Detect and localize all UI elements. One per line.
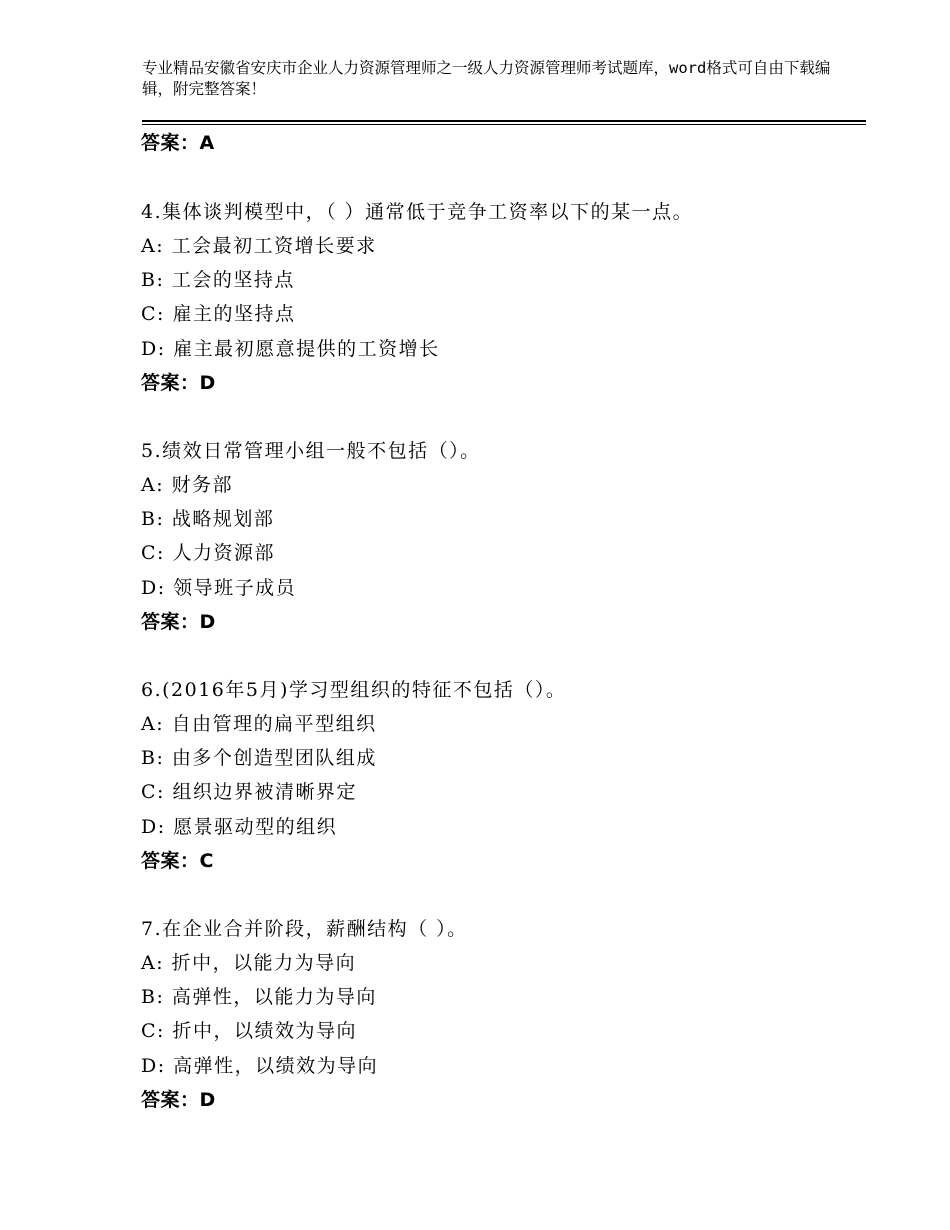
question-stem: 5.绩效日常管理小组一般不包括（）。 — [141, 440, 481, 462]
option-c: C: 折中，以绩效为导向 — [141, 1020, 357, 1042]
document-header — [142, 58, 842, 100]
option-c: C: 雇主的坚持点 — [141, 303, 296, 325]
option-b: B: 工会的坚持点 — [141, 269, 295, 291]
option-a: A: 自由管理的扁平型组织 — [141, 713, 377, 735]
header-divider-thick — [142, 120, 866, 122]
answer-line: 答案：D — [141, 611, 216, 633]
option-a: A: 工会最初工资增长要求 — [141, 235, 377, 257]
question-stem: 4.集体谈判模型中，（ ）通常低于竞争工资率以下的某一点。 — [141, 201, 694, 223]
question-stem: 6.(2016年5月)学习型组织的特征不包括（）。 — [141, 679, 567, 701]
option-d: D: 愿景驱动型的组织 — [141, 816, 338, 838]
option-b: B: 战略规划部 — [141, 508, 275, 530]
answer-line: 答案：C — [141, 850, 214, 872]
answer-line: 答案：A — [141, 132, 215, 154]
question-stem: 7.在企业合并阶段，薪酬结构（ ）。 — [141, 918, 468, 940]
option-d: D: 雇主最初愿意提供的工资增长 — [141, 338, 440, 360]
header-title: 专业精品安徽省安庆市企业人力资源管理师之一级人力资源管理师考试题库，word格式可自由下载编辑，附完整答案！ — [142, 59, 831, 98]
option-a: A: 财务部 — [141, 474, 234, 496]
option-b: B: 高弹性，以能力为导向 — [141, 986, 377, 1008]
option-d: D: 高弹性，以绩效为导向 — [141, 1055, 379, 1077]
option-b: B: 由多个创造型团队组成 — [141, 747, 377, 769]
option-a: A: 折中，以能力为导向 — [141, 952, 357, 974]
answer-line: 答案：D — [141, 372, 216, 394]
answer-line: 答案：D — [141, 1089, 216, 1111]
header-divider-thin — [142, 124, 866, 125]
header-divider — [142, 120, 866, 126]
option-c: C: 人力资源部 — [141, 542, 275, 564]
option-d: D: 领导班子成员 — [141, 577, 297, 599]
option-c: C: 组织边界被清晰界定 — [141, 781, 357, 803]
